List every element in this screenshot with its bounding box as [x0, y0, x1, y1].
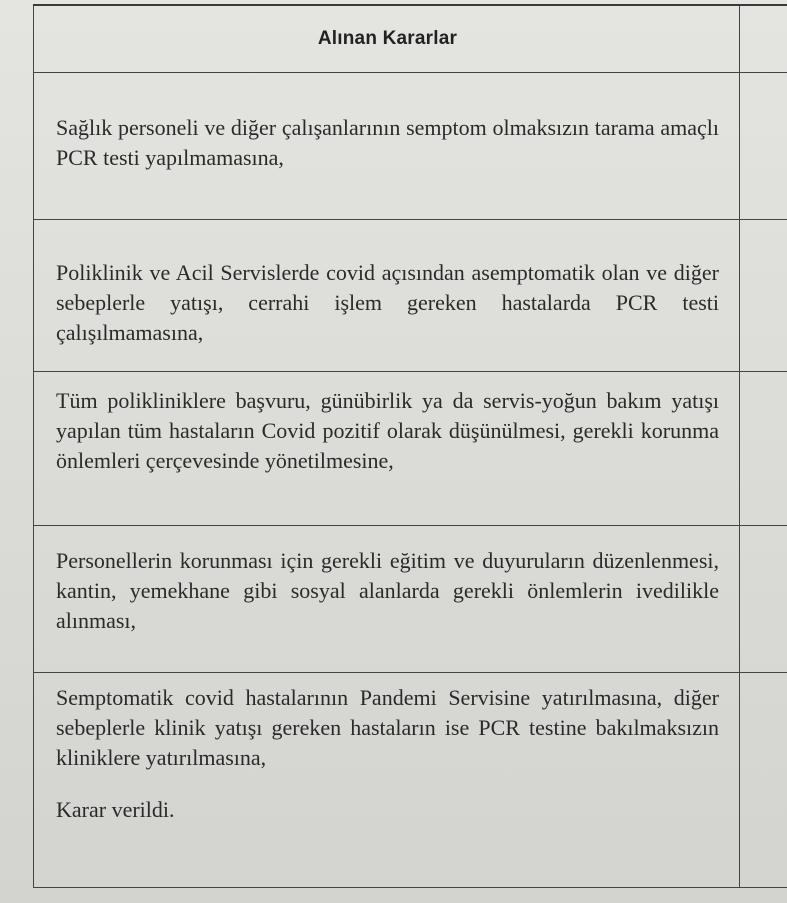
side-column-cell [740, 372, 787, 525]
table-title: Alınan Kararlar [317, 28, 458, 49]
decision-text: Tüm polikliniklere başvuru, günübirlik ya da servis-yoğun bakım yatışı yapılan tüm hastaların Covid pozitif olarak düşünülmesi, gerekli korunma önlemleri çerçevesinde yönetilmesine, [56, 388, 719, 473]
decision-cell [34, 372, 740, 525]
decision-cell [34, 526, 740, 672]
decision-text: Poliklinik ve Acil Servislerde covid açısından asemptomatik olan ve diğer sebeplerle yatışı, cerrahi işlem gereken hastalarda PCR testi çalışılmamasına, [56, 260, 719, 345]
decision-text: Personellerin korunması için gerekli eğitim ve duyuruların düzenlenmesi, kantin, yemekhane gibi sosyal alanlarda gerekli önlemlerin ivedilikle alınması, [56, 548, 719, 633]
decision-cell [34, 673, 740, 887]
side-column-cell [740, 526, 787, 672]
table-row [33, 73, 787, 220]
decisions-table [33, 4, 787, 888]
side-column-cell [740, 220, 787, 371]
side-column-cell [740, 73, 787, 219]
side-column-cell [740, 673, 787, 887]
table-row [33, 526, 787, 673]
header-cell [34, 6, 740, 72]
table-row [33, 673, 787, 888]
side-column-cell [740, 6, 787, 72]
table-header-row [33, 6, 787, 73]
decision-cell [34, 73, 740, 219]
table-row [33, 372, 787, 526]
decision-cell [34, 220, 740, 371]
closing-text: Karar verildi. [56, 797, 175, 822]
table-row [33, 220, 787, 372]
decision-text: Semptomatik covid hastalarının Pandemi Servisine yatırılmasına, diğer sebeplerle klinik yatışı gereken hastaların ise PCR testine bakılmaksızın kliniklere yatırılmasına, [56, 685, 719, 770]
decision-text: Sağlık personeli ve diğer çalışanlarının semptom olmaksızın tarama amaçlı PCR testi yapılmamasına, [56, 115, 719, 170]
